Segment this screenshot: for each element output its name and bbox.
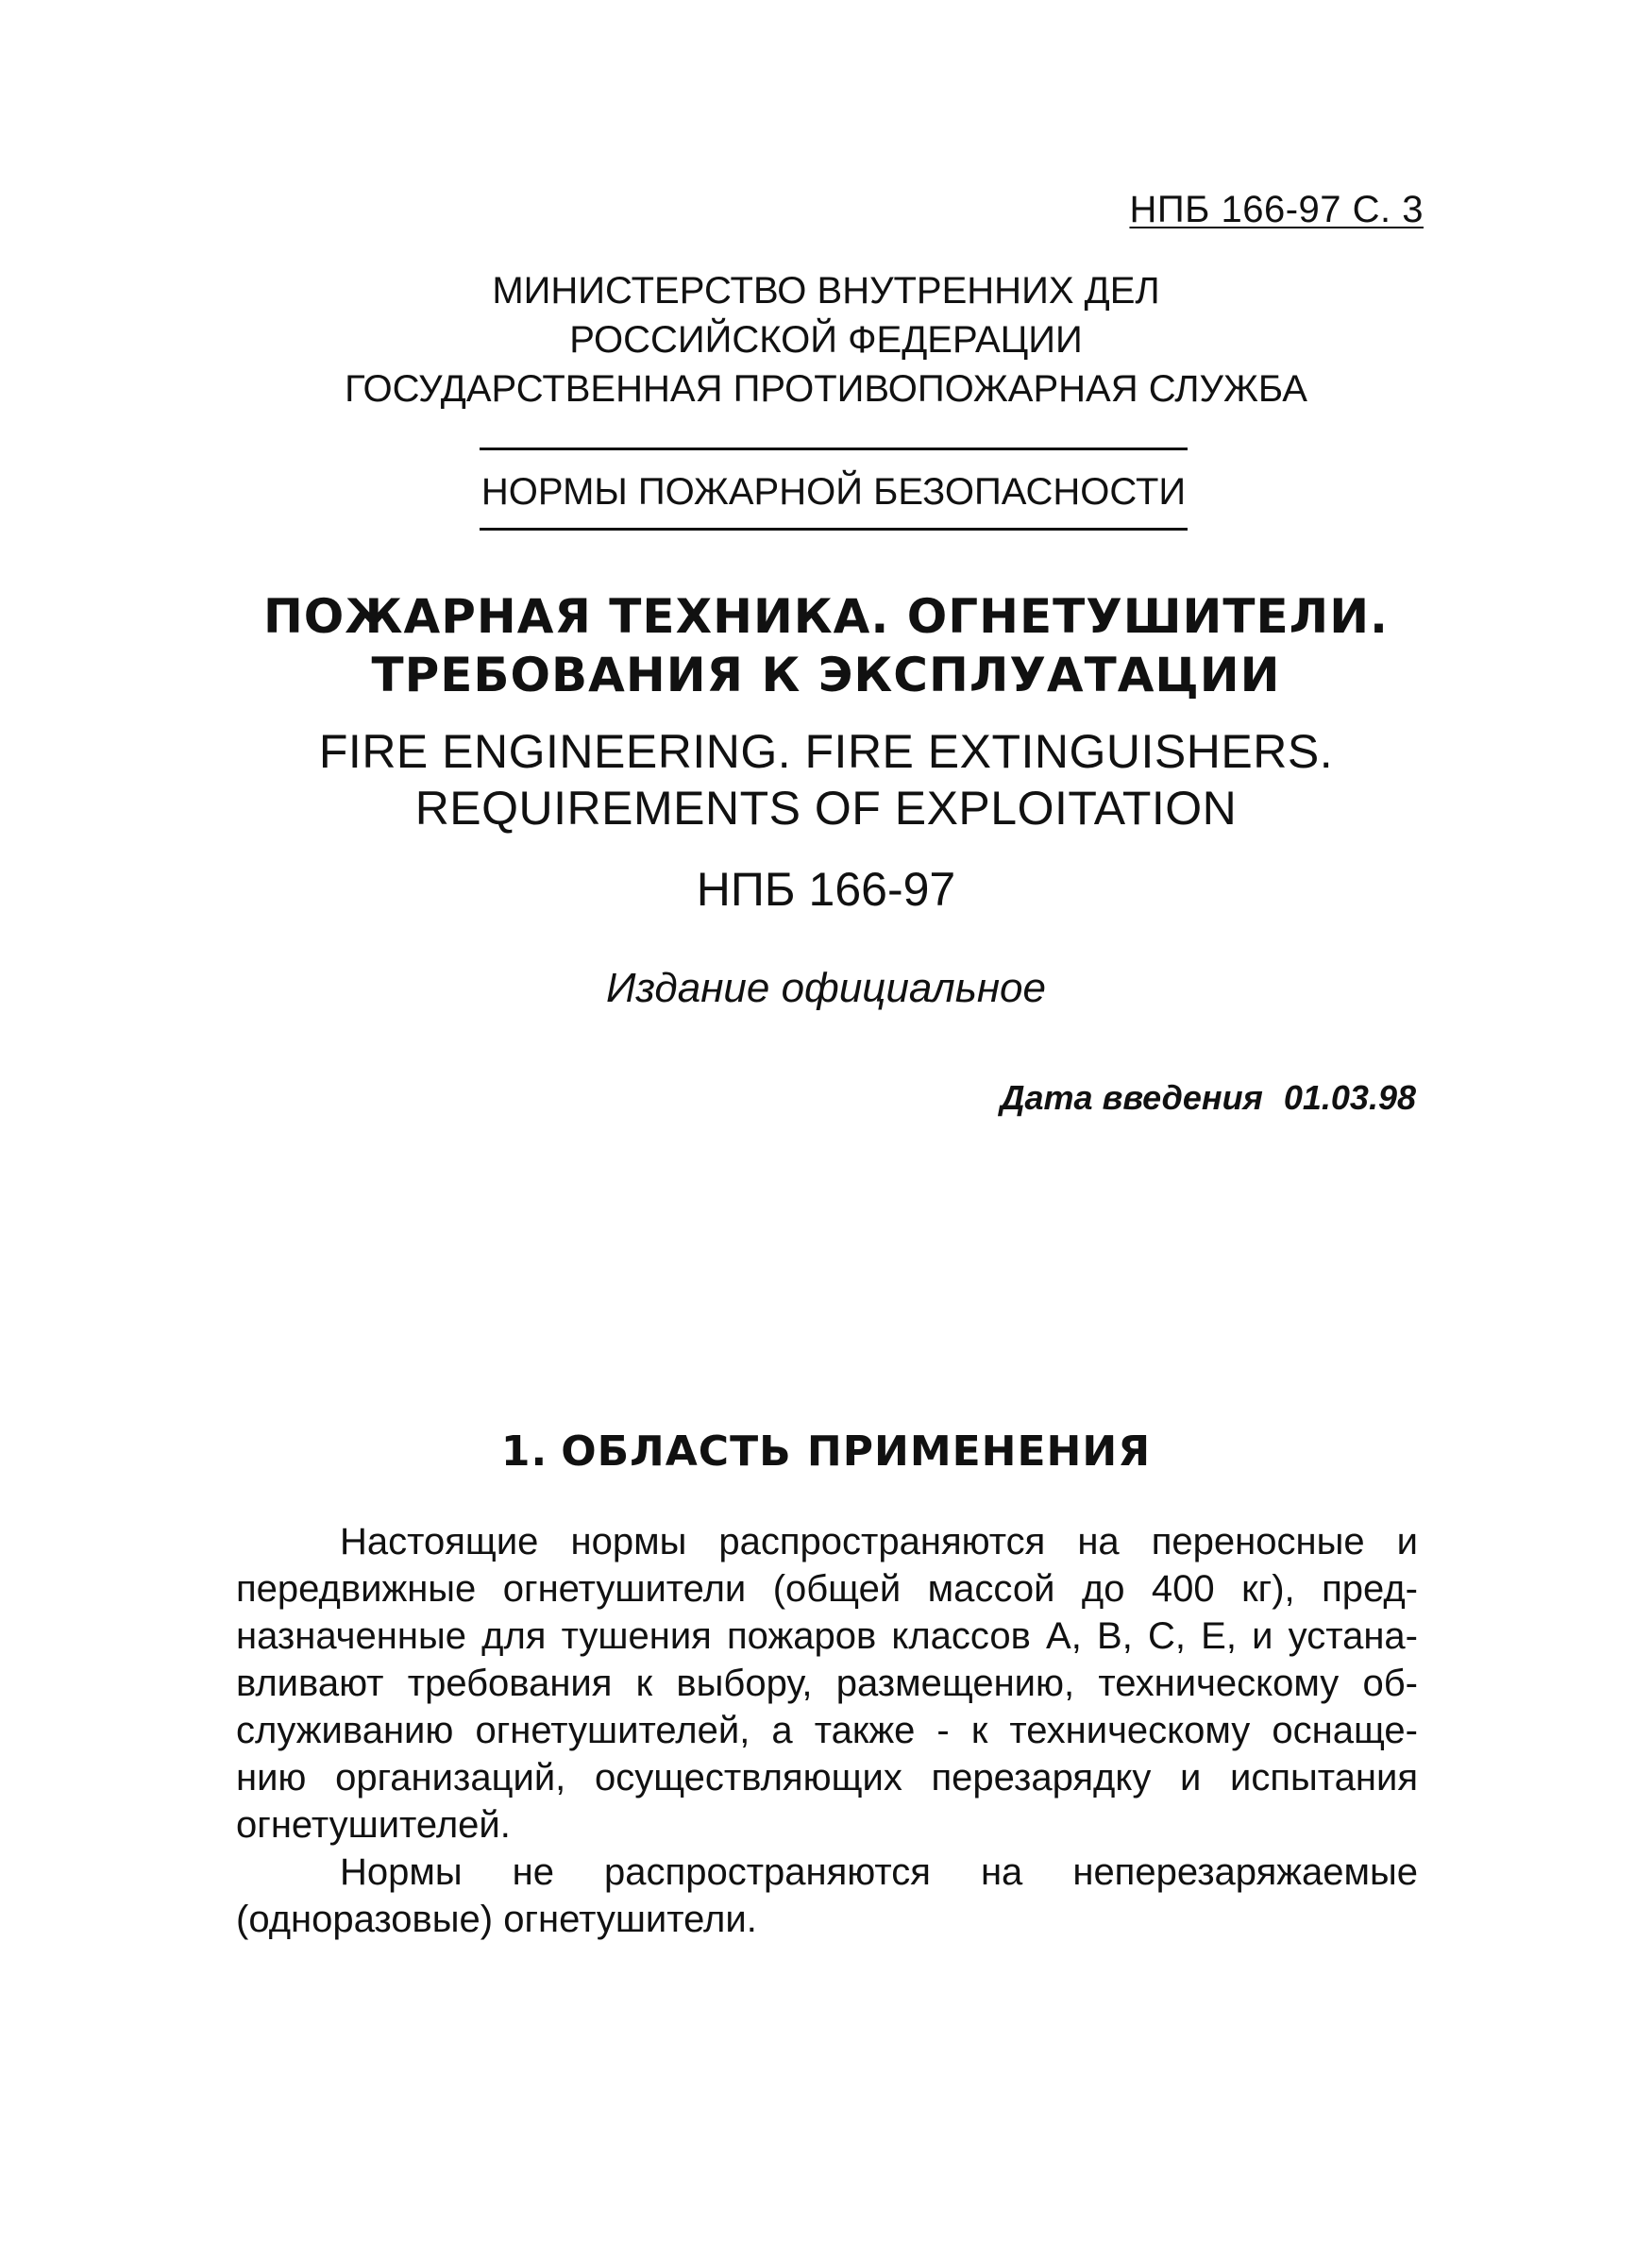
- section-heading: [0, 1426, 1652, 1478]
- paragraph-line: Настоящие нормы распространяются на переносные и: [340, 1521, 1418, 1562]
- authority-line: ГОСУДАРСТВЕННАЯ ПРОТИВОПОЖАРНАЯ СЛУЖБА: [345, 368, 1307, 410]
- title-en-line: REQUIREMENTS OF EXPLOITATION: [414, 782, 1238, 835]
- authority-line: МИНИСТЕРСТВО ВНУТРЕННИХ ДЕЛ: [492, 270, 1160, 312]
- title-ru-line: ТРЕБОВАНИЯ К ЭКСПЛУАТАЦИИ: [371, 648, 1281, 702]
- document-title-ru: [0, 587, 1652, 704]
- intro-date-label: Дата введения: [1000, 1078, 1263, 1117]
- paragraph-line: нию организаций, осуществляющих перезарядку и испытания: [236, 1757, 1418, 1799]
- section-body: [236, 1518, 1418, 1943]
- title-en-line: FIRE ENGINEERING. FIRE EXTINGUISHERS.: [318, 725, 1334, 778]
- paragraph-line: Нормы не распространяются на неперезаряжаемые: [340, 1851, 1418, 1893]
- page-reference: НПБ 166-97 С. 3: [1129, 189, 1424, 230]
- issuing-authority: [0, 266, 1652, 414]
- section-title: ОБЛАСТЬ ПРИМЕНЕНИЯ: [561, 1427, 1152, 1476]
- paragraph-line: назначенные для тушения пожаров классов А, В, С, Е, и устана-: [236, 1615, 1418, 1657]
- section-number: 1.: [500, 1427, 548, 1476]
- paragraph-line: (одноразовые) огнетушители.: [236, 1899, 757, 1940]
- paragraph-line: огнетушителей.: [236, 1804, 511, 1846]
- intro-date-value: 01.03.98: [1283, 1078, 1416, 1117]
- paragraph-line: передвижные огнетушители (общей массой до 400 кг), пред-: [236, 1568, 1418, 1610]
- introduction-date: [1001, 1076, 1416, 1120]
- title-ru-line: ПОЖАРНАЯ ТЕХНИКА. ОГНЕТУШИТЕЛИ.: [262, 589, 1390, 644]
- edition-note: Издание официальное: [605, 965, 1047, 1011]
- authority-line: РОССИЙСКОЙ ФЕДЕРАЦИИ: [569, 319, 1083, 361]
- document-code: НПБ 166-97: [696, 863, 956, 916]
- paragraph-line: вливают требования к выбору, размещению, техническому об-: [236, 1663, 1418, 1704]
- norms-type-label: НОРМЫ ПОЖАРНОЙ БЕЗОПАСНОСТИ: [480, 448, 1188, 531]
- paragraph-line: служиванию огнетушителей, а также - к техническому оснаще-: [236, 1710, 1418, 1751]
- document-title-en: [0, 723, 1652, 836]
